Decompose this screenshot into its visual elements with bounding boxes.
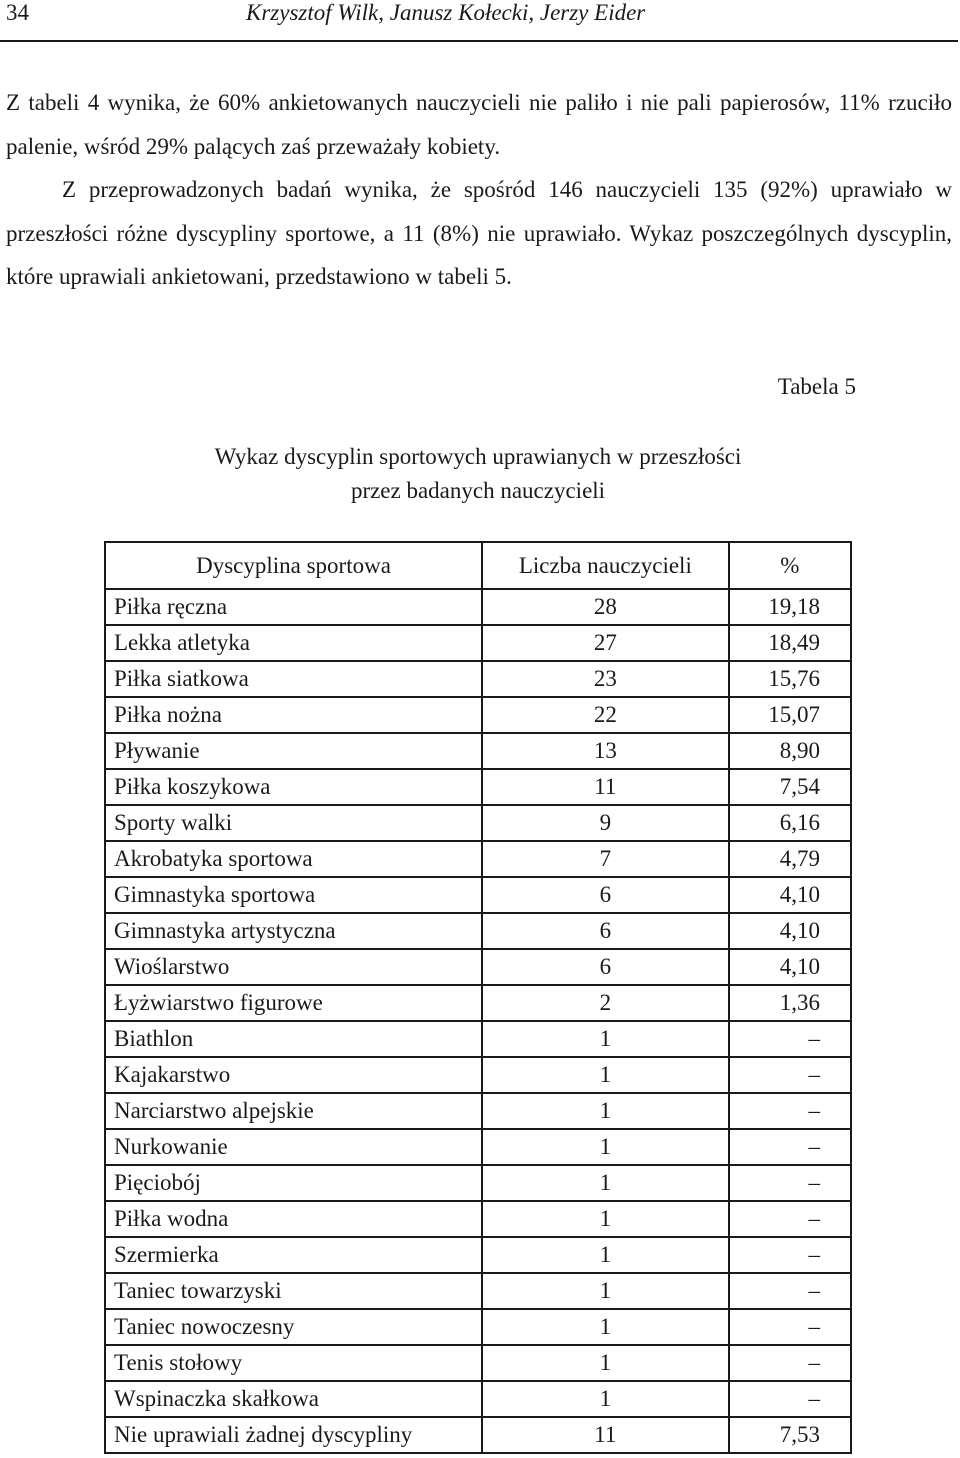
count-cell: 1 xyxy=(482,1345,729,1381)
discipline-cell: Narciarstwo alpejskie xyxy=(105,1093,482,1129)
percent-cell: – xyxy=(729,1165,851,1201)
table-row xyxy=(105,805,851,841)
percent-cell: 19,18 xyxy=(729,589,851,625)
paragraph-2: Z przeprowadzonych badań wynika, że spośród 146 nauczycieli 135 (92%) uprawiało w przeszłości różne dyscypliny sportowe, a 11 (8%) nie uprawiało. Wykaz poszczególnych dyscyplin, które uprawiali ankietowani, przedstawiono w tabeli 5. xyxy=(6,177,952,290)
table-row xyxy=(105,1237,851,1273)
count-cell: 11 xyxy=(482,769,729,805)
discipline-cell: Piłka ręczna xyxy=(105,589,482,625)
count-cell: 1 xyxy=(482,1165,729,1201)
page-number: 34 xyxy=(6,0,29,25)
count-cell: 1 xyxy=(482,1309,729,1345)
discipline-cell: Tenis stołowy xyxy=(105,1345,482,1381)
percent-cell: – xyxy=(729,1129,851,1165)
percent-cell: – xyxy=(729,1021,851,1057)
percent-cell: 18,49 xyxy=(729,625,851,661)
table-row xyxy=(105,913,851,949)
table-number: Tabela 5 xyxy=(777,374,856,399)
table-row xyxy=(105,1129,851,1165)
percent-cell: 4,10 xyxy=(729,877,851,913)
percent-cell: 4,10 xyxy=(729,913,851,949)
table-row xyxy=(105,1093,851,1129)
table-header-row xyxy=(105,542,851,589)
percent-cell: 4,79 xyxy=(729,841,851,877)
percent-cell: 15,07 xyxy=(729,697,851,733)
count-cell: 6 xyxy=(482,949,729,985)
column-header-count: Liczba nauczycieli xyxy=(482,542,729,589)
discipline-cell: Taniec nowoczesny xyxy=(105,1309,482,1345)
percent-cell: 6,16 xyxy=(729,805,851,841)
table-caption-line-1: Wykaz dyscyplin sportowych uprawianych w przeszłości xyxy=(214,444,742,469)
percent-cell: 7,54 xyxy=(729,769,851,805)
discipline-cell: Piłka wodna xyxy=(105,1201,482,1237)
discipline-cell: Wioślarstwo xyxy=(105,949,482,985)
count-cell: 1 xyxy=(482,1237,729,1273)
count-cell: 11 xyxy=(482,1417,729,1453)
percent-cell: – xyxy=(729,1237,851,1273)
table-row xyxy=(105,625,851,661)
count-cell: 1 xyxy=(482,1129,729,1165)
discipline-cell: Gimnastyka artystyczna xyxy=(105,913,482,949)
discipline-cell: Sporty walki xyxy=(105,805,482,841)
table-row xyxy=(105,697,851,733)
discipline-cell: Łyżwiarstwo figurowe xyxy=(105,985,482,1021)
count-cell: 27 xyxy=(482,625,729,661)
count-cell: 28 xyxy=(482,589,729,625)
discipline-cell: Piłka koszykowa xyxy=(105,769,482,805)
table-caption-line-2: przez badanych nauczycieli xyxy=(350,478,606,503)
count-cell: 7 xyxy=(482,841,729,877)
table-row xyxy=(105,589,851,625)
table-row xyxy=(105,769,851,805)
table-row xyxy=(105,1201,851,1237)
discipline-cell: Lekka atletyka xyxy=(105,625,482,661)
discipline-cell: Piłka nożna xyxy=(105,697,482,733)
count-cell: 1 xyxy=(482,1021,729,1057)
table-row xyxy=(105,733,851,769)
running-header-authors: Krzysztof Wilk, Janusz Kołecki, Jerzy Eider xyxy=(246,0,646,25)
table-row xyxy=(105,1309,851,1345)
percent-cell: 8,90 xyxy=(729,733,851,769)
count-cell: 1 xyxy=(482,1381,729,1417)
count-cell: 1 xyxy=(482,1273,729,1309)
percent-cell: – xyxy=(729,1057,851,1093)
percent-cell: – xyxy=(729,1201,851,1237)
table-row xyxy=(105,1057,851,1093)
count-cell: 9 xyxy=(482,805,729,841)
discipline-cell: Piłka siatkowa xyxy=(105,661,482,697)
table-row xyxy=(105,1417,851,1453)
discipline-cell: Biathlon xyxy=(105,1021,482,1057)
percent-cell: 15,76 xyxy=(729,661,851,697)
count-cell: 1 xyxy=(482,1201,729,1237)
count-cell: 23 xyxy=(482,661,729,697)
percent-cell: – xyxy=(729,1093,851,1129)
count-cell: 22 xyxy=(482,697,729,733)
count-cell: 1 xyxy=(482,1057,729,1093)
percent-cell: 7,53 xyxy=(729,1417,851,1453)
table-row xyxy=(105,949,851,985)
discipline-cell: Gimnastyka sportowa xyxy=(105,877,482,913)
discipline-cell: Nie uprawiali żadnej dyscypliny xyxy=(105,1417,482,1453)
percent-cell: – xyxy=(729,1345,851,1381)
paragraph-1: Z tabeli 4 wynika, że 60% ankietowanych nauczycieli nie paliło i nie pali papierosów, 11% rzuciło palenie, wśród 29% palących zaś przeważały kobiety. xyxy=(6,90,952,159)
percent-cell: – xyxy=(729,1381,851,1417)
percent-cell: 1,36 xyxy=(729,985,851,1021)
percent-cell: – xyxy=(729,1309,851,1345)
count-cell: 2 xyxy=(482,985,729,1021)
discipline-cell: Pięciobój xyxy=(105,1165,482,1201)
discipline-cell: Szermierka xyxy=(105,1237,482,1273)
discipline-cell: Akrobatyka sportowa xyxy=(105,841,482,877)
table-body xyxy=(105,589,851,1453)
column-header-percent: % xyxy=(729,542,851,589)
table-row xyxy=(105,985,851,1021)
table-row xyxy=(105,877,851,913)
table-row xyxy=(105,1273,851,1309)
percent-cell: 4,10 xyxy=(729,949,851,985)
discipline-cell: Wspinaczka skałkowa xyxy=(105,1381,482,1417)
table-row xyxy=(105,1381,851,1417)
count-cell: 6 xyxy=(482,877,729,913)
count-cell: 1 xyxy=(482,1093,729,1129)
table-row xyxy=(105,1345,851,1381)
discipline-cell: Taniec towarzyski xyxy=(105,1273,482,1309)
percent-cell: – xyxy=(729,1273,851,1309)
table-row xyxy=(105,1021,851,1057)
discipline-cell: Kajakarstwo xyxy=(105,1057,482,1093)
table-row xyxy=(105,841,851,877)
column-header-discipline: Dyscyplina sportowa xyxy=(105,542,482,589)
table-row xyxy=(105,1165,851,1201)
table-row xyxy=(105,661,851,697)
body-text xyxy=(6,81,952,299)
header-rule xyxy=(0,40,958,42)
count-cell: 13 xyxy=(482,733,729,769)
count-cell: 6 xyxy=(482,913,729,949)
discipline-cell: Pływanie xyxy=(105,733,482,769)
disciplines-table xyxy=(104,541,852,1454)
discipline-cell: Nurkowanie xyxy=(105,1129,482,1165)
